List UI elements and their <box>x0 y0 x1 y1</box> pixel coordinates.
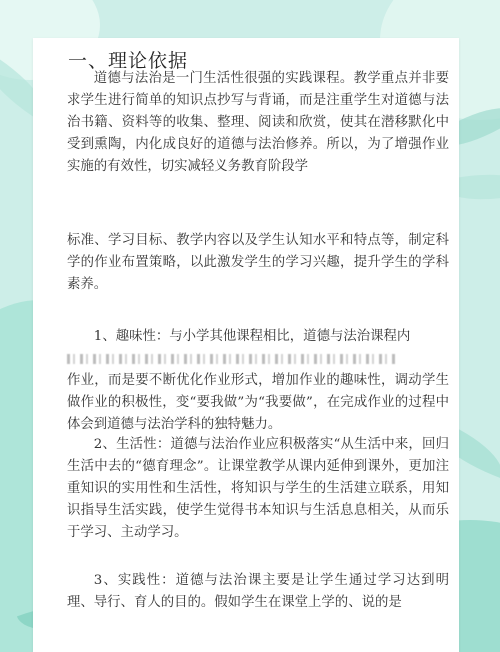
paragraph-intro: 道德与法治是一门生活性很强的实践课程。教学重点并非要求学生进行简单的知识点抄写与背诵，而是注重学生对道德与法治书籍、资料等的收集、整理、阅读和欣赏，使其在潜移默化中受到熏陶，内化成良好的道德与法治修养。所以，为了增强作业实施的有效性，切实减轻义务教育阶段学 <box>67 71 449 174</box>
paragraph-practice: 3、实践性：道德与法治课主要是让学生通过学习达到明理、导行、育人的目的。假如学生在课堂上学的、说的是 <box>67 573 449 610</box>
illegible-line <box>67 354 397 364</box>
paragraph-interest-start: 1、趣味性：与小学其他课程相比，道德与法治课程内 <box>93 329 411 344</box>
paragraph-interest-end: 作业，而是要不断优化作业形式，增加作业的趣味性，调动学生做作业的积极性，变“要我做”为“我要做”，在完成作业的过程中体会到道德与法治学科的独特魅力。 <box>67 373 449 432</box>
paragraph-interest <box>67 326 449 436</box>
paragraph-life: 2、生活性：道德与法治作业应积极落实“从生活中来，回归生活中去的“德育理念”。让课堂教学从课内延伸到课外，更加注重知识的实用性和生活性，将知识与学生的生活建立联系，用知识指导生活实践，使学生觉得书本知识与生活息息相关，从而乐于学习、主动学习。 <box>67 437 449 540</box>
paragraph-standards: 标准、学习目标、教学内容以及学生认知水平和特点等，制定科学的作业布置策略，以此激发学生的学习兴趣，提升学生的学科素养。 <box>67 233 449 292</box>
document-page <box>33 38 459 652</box>
section-heading: 一、理论依据 <box>68 50 189 72</box>
